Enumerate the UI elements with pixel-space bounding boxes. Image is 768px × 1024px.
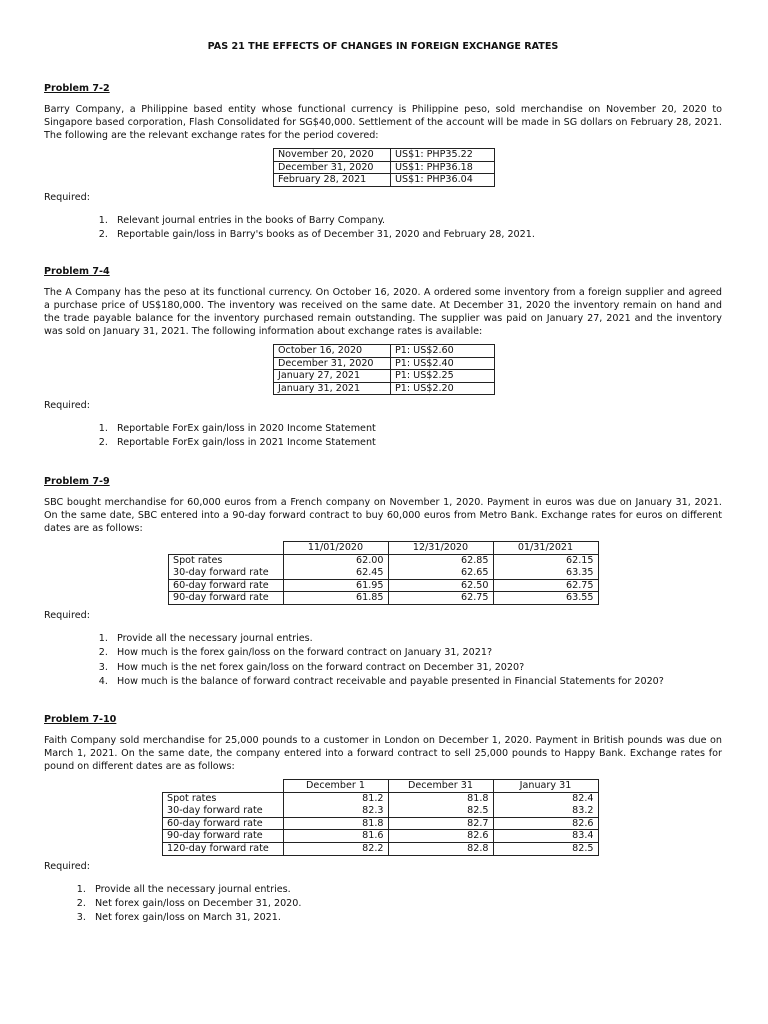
cell-value: 82.3 xyxy=(283,805,388,817)
cell-value: 82.6 xyxy=(493,817,598,830)
rate-value: US$1: PHP35.22 xyxy=(391,149,495,162)
problem-text: Faith Company sold merchandise for 25,000 pounds to a customer in London on December 1, 2020. Payment in British pounds was due on March 1, 2021. On the same date, the company entered into a forward contract to sell 25,000 pounds to Happy Bank. Exchange rates for pound on different dates are as follows: xyxy=(44,735,722,773)
problem-text: The A Company has the peso at its functional currency. On October 16, 2020. A ordered some inventory from a foreign supplier and agreed a purchase price of US$180,000. The inventory was received on the same date. At December 31, 2020 the inventory remain on hand and the trade payable balance for the inventory purchased remain outstanding. The supplier was paid on January 27, 2021 and the inventory was sold on January 31, 2021. The following information about exchange rates is available: xyxy=(44,287,722,338)
exchange-rate-table xyxy=(273,148,495,187)
cell-value: 83.4 xyxy=(493,830,598,843)
cell-value: 61.95 xyxy=(283,579,388,592)
problem-7-9 xyxy=(44,475,722,689)
table-row xyxy=(169,592,599,605)
table-header-row xyxy=(169,542,599,555)
cell-value: 62.50 xyxy=(388,579,493,592)
list-item: 2. Reportable gain/loss in Barry's books as of December 31, 2020 and February 28, 2021. xyxy=(111,228,722,242)
cell-value: 62.75 xyxy=(388,592,493,605)
row-label: 120-day forward rate xyxy=(163,843,284,856)
list-item: 2. Reportable ForEx gain/loss in 2021 Income Statement xyxy=(111,436,722,450)
forward-rate-table xyxy=(168,541,599,605)
table-row xyxy=(274,161,495,174)
list-item: 4. How much is the balance of forward contract receivable and payable presented in Financial Statements for 2020? xyxy=(111,675,722,689)
table-row xyxy=(274,370,495,383)
cell-value: 82.2 xyxy=(283,843,388,856)
table-row xyxy=(274,174,495,187)
list-item: 2. Net forex gain/loss on December 31, 2020. xyxy=(89,897,722,911)
cell-value: 61.85 xyxy=(283,592,388,605)
row-label: Spot rates xyxy=(163,792,284,804)
table-row xyxy=(163,817,599,830)
rate-date: February 28, 2021 xyxy=(274,174,391,187)
rate-date: October 16, 2020 xyxy=(274,345,391,358)
row-label: 60-day forward rate xyxy=(169,579,284,592)
row-label: 30-day forward rate xyxy=(163,805,284,817)
rate-value: US$1: PHP36.18 xyxy=(391,161,495,174)
table-row xyxy=(163,805,599,817)
required-list xyxy=(44,214,722,242)
table-row xyxy=(169,579,599,592)
required-label: Required: xyxy=(44,860,90,872)
table-row xyxy=(274,382,495,395)
required-label: Required: xyxy=(44,400,90,412)
table-row xyxy=(169,554,599,566)
rate-date: November 20, 2020 xyxy=(274,149,391,162)
rate-value: P1: US$2.60 xyxy=(391,345,495,358)
required-list xyxy=(44,422,722,450)
cell-value: 82.4 xyxy=(493,792,598,804)
rate-value: US$1: PHP36.04 xyxy=(391,174,495,187)
column-header: 11/01/2020 xyxy=(283,542,388,555)
problem-text: Barry Company, a Philippine based entity whose functional currency is Philippine peso, sold merchandise on November 20, 2020 to Singapore based corporation, Flash Consolidated for SG$40,000. Settlement of the account will be made in SG dollars on February 28, 2021. The following are the relevant exchange rates for the period covered: xyxy=(44,104,722,142)
cell-value: 63.35 xyxy=(493,567,598,579)
cell-value: 82.8 xyxy=(388,843,493,856)
table-row xyxy=(274,149,495,162)
cell-value: 81.8 xyxy=(283,817,388,830)
table-row xyxy=(163,830,599,843)
problem-heading: Problem 7-2 xyxy=(44,83,110,94)
row-label: 90-day forward rate xyxy=(169,592,284,605)
list-item: 2. How much is the forex gain/loss on the forward contract on January 31, 2021? xyxy=(111,646,722,660)
list-item: 1. Provide all the necessary journal entries. xyxy=(89,883,722,897)
forward-rate-table xyxy=(162,779,599,856)
cell-value: 62.65 xyxy=(388,567,493,579)
list-item: 3. How much is the net forex gain/loss on the forward contract on December 31, 2020? xyxy=(111,661,722,675)
column-header: 12/31/2020 xyxy=(388,542,493,555)
document-title: PAS 21 THE EFFECTS OF CHANGES IN FOREIGN EXCHANGE RATES xyxy=(207,41,559,52)
required-label: Required: xyxy=(44,610,90,622)
rate-date: January 31, 2021 xyxy=(274,382,391,395)
cell-value: 63.55 xyxy=(493,592,598,605)
rate-date: December 31, 2020 xyxy=(274,161,391,174)
list-item: 3. Net forex gain/loss on March 31, 2021. xyxy=(89,911,722,925)
cell-value: 62.00 xyxy=(283,554,388,566)
list-item: 1. Provide all the necessary journal entries. xyxy=(111,632,722,646)
cell-value: 82.5 xyxy=(388,805,493,817)
table-row xyxy=(163,843,599,856)
cell-value: 62.15 xyxy=(493,554,598,566)
cell-value: 62.45 xyxy=(283,567,388,579)
rate-date: December 31, 2020 xyxy=(274,357,391,370)
problem-text: SBC bought merchandise for 60,000 euros from a French company on November 1, 2020. Payment in euros was due on January 31, 2021. On the same date, SBC entered into a 90-day forward contract to buy 60,000 euros from Metro Bank. Exchange rates for euros on different dates are as follows: xyxy=(44,497,722,535)
table-header-row xyxy=(163,780,599,793)
row-label: 90-day forward rate xyxy=(163,830,284,843)
rate-date: January 27, 2021 xyxy=(274,370,391,383)
required-list xyxy=(44,632,722,689)
required-label: Required: xyxy=(44,191,90,203)
exchange-rate-table xyxy=(273,344,495,395)
cell-value: 62.85 xyxy=(388,554,493,566)
cell-value: 82.7 xyxy=(388,817,493,830)
cell-value: 81.2 xyxy=(283,792,388,804)
list-item: 1. Reportable ForEx gain/loss in 2020 Income Statement xyxy=(111,422,722,436)
list-item: 1. Relevant journal entries in the books of Barry Company. xyxy=(111,214,722,228)
required-list xyxy=(44,883,722,926)
cell-value: 82.5 xyxy=(493,843,598,856)
cell-value: 81.6 xyxy=(283,830,388,843)
rate-value: P1: US$2.40 xyxy=(391,357,495,370)
table-row xyxy=(274,357,495,370)
document-page xyxy=(44,40,722,924)
problem-heading: Problem 7-4 xyxy=(44,266,110,277)
problem-heading: Problem 7-10 xyxy=(44,714,117,725)
row-label: Spot rates xyxy=(169,554,284,566)
problem-7-2 xyxy=(44,82,722,242)
row-label: 30-day forward rate xyxy=(169,567,284,579)
cell-value: 62.75 xyxy=(493,579,598,592)
table-row xyxy=(274,345,495,358)
column-header: December 1 xyxy=(283,780,388,793)
column-header: December 31 xyxy=(388,780,493,793)
row-label: 60-day forward rate xyxy=(163,817,284,830)
rate-value: P1: US$2.20 xyxy=(391,382,495,395)
problem-7-10 xyxy=(44,713,722,926)
table-row xyxy=(163,792,599,804)
cell-value: 82.6 xyxy=(388,830,493,843)
column-header: January 31 xyxy=(493,780,598,793)
cell-value: 81.8 xyxy=(388,792,493,804)
table-row xyxy=(169,567,599,579)
column-header: 01/31/2021 xyxy=(493,542,598,555)
problem-heading: Problem 7-9 xyxy=(44,476,110,487)
problem-7-4 xyxy=(44,265,722,451)
rate-value: P1: US$2.25 xyxy=(391,370,495,383)
cell-value: 83.2 xyxy=(493,805,598,817)
